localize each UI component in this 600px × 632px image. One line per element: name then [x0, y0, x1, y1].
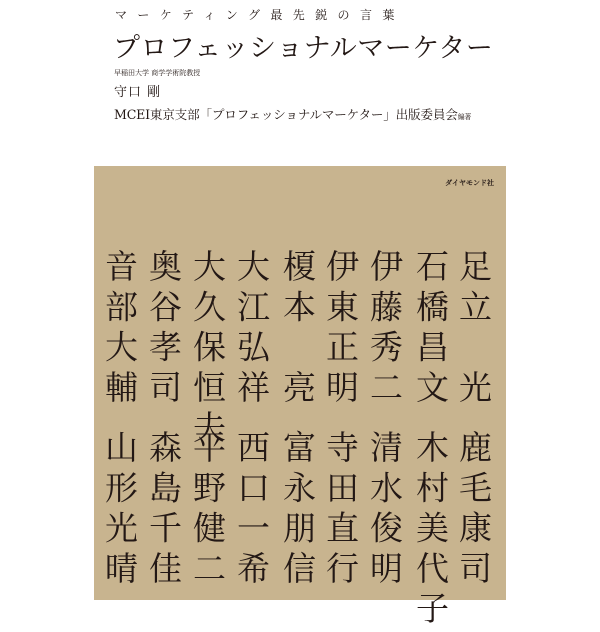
name-column: 石橋昌文: [411, 249, 450, 411]
name-column: 寺田直行: [321, 430, 360, 592]
name-column: 森島千佳: [144, 430, 183, 592]
name-column: 大久保恒夫: [188, 249, 227, 451]
name-column: 山形光晴: [100, 430, 139, 592]
name-column: 鹿毛康司: [454, 430, 493, 592]
name-column: 伊藤秀二: [365, 249, 404, 411]
name-column: 榎本 亮: [278, 249, 317, 411]
editor-line: [114, 104, 471, 123]
publisher-name: ダイヤモンド社: [445, 179, 494, 187]
name-column: 音部大輔: [100, 249, 139, 411]
name-column: 大江弘祥: [232, 249, 271, 411]
author-affiliation: 早稲田大学 商学学術院教授: [114, 69, 201, 77]
name-column: 伊東正明: [321, 249, 360, 411]
subtitle: マーケティング最先鋭の言葉: [115, 8, 405, 22]
gold-band: [94, 166, 506, 632]
name-column: 足立 光: [454, 249, 493, 411]
name-column: 西口一希: [232, 430, 271, 592]
editor-suffix: 編著: [457, 113, 472, 121]
editor-name: MCEI東京支部「プロフェッショナルマーケター」出版委員会: [114, 107, 458, 122]
author-name: 守口 剛: [114, 85, 162, 100]
name-column: 富永朋信: [278, 430, 317, 592]
name-column: 木村美代子: [411, 430, 450, 632]
name-column: 奥谷孝司: [144, 249, 183, 411]
name-column: 清水俊明: [365, 430, 404, 592]
book-title: プロフェッショナルマーケター: [113, 33, 494, 64]
name-column: 平野健二: [188, 430, 227, 592]
